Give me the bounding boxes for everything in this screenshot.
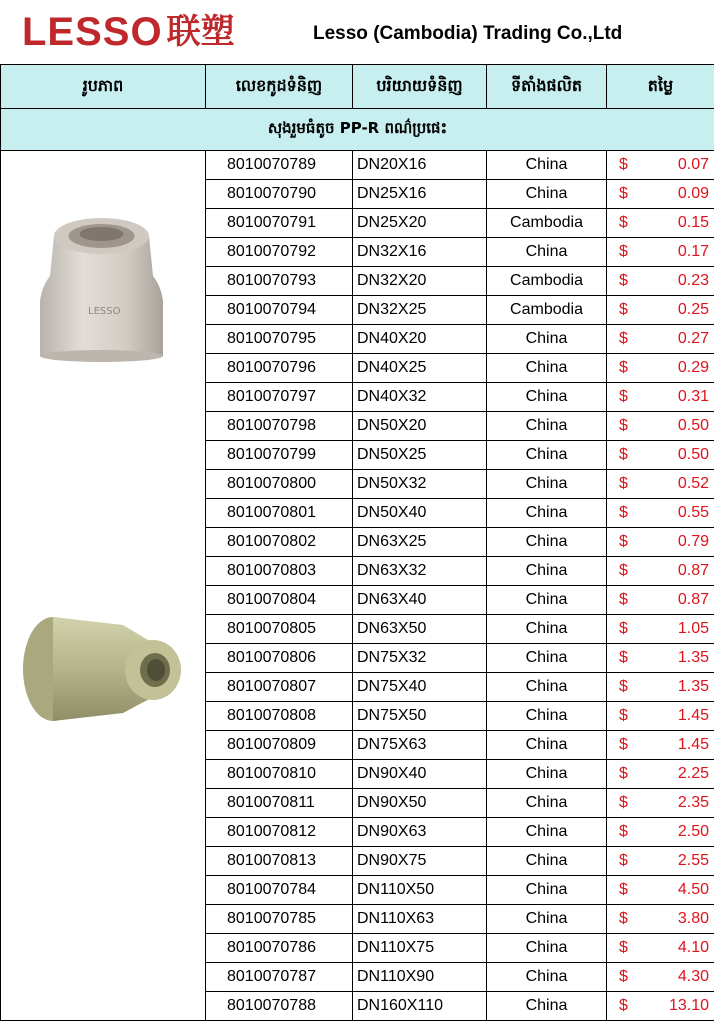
product-price [607,383,714,412]
price-value: 1.05 [677,620,709,637]
column-header-price: តម្លៃ [607,65,714,109]
product-description: DN75X50 [353,702,487,731]
product-code: 8010070806 [206,644,353,673]
currency-symbol: $ [619,359,628,376]
product-origin: China [487,499,607,528]
product-description: DN25X16 [353,180,487,209]
price-value: 0.50 [677,446,709,463]
product-price [607,557,714,586]
product-description: DN50X25 [353,441,487,470]
price-value: 2.55 [677,852,709,869]
price-value: 0.52 [677,475,709,492]
price-value: 13.10 [668,997,709,1014]
product-description: DN110X75 [353,934,487,963]
product-code: 8010070784 [206,876,353,905]
column-header-description: បរិយាយទំនិញ [353,65,487,109]
product-code: 8010070804 [206,586,353,615]
product-price [607,789,714,818]
currency-symbol: $ [619,707,628,724]
currency-symbol: $ [619,794,628,811]
product-origin: China [487,151,607,180]
product-code: 8010070785 [206,905,353,934]
product-price [607,325,714,354]
product-price [607,267,714,296]
currency-symbol: $ [619,910,628,927]
product-origin: China [487,876,607,905]
product-description: DN90X75 [353,847,487,876]
product-origin: China [487,180,607,209]
currency-symbol: $ [619,678,628,695]
product-price [607,731,714,760]
product-code: 8010070801 [206,499,353,528]
product-origin: China [487,934,607,963]
price-value: 0.31 [677,388,709,405]
product-price [607,876,714,905]
currency-symbol: $ [619,504,628,521]
product-code: 8010070786 [206,934,353,963]
product-origin: China [487,412,607,441]
product-code: 8010070797 [206,383,353,412]
price-value: 1.45 [677,707,709,724]
product-code: 8010070807 [206,673,353,702]
reducer-coupling-icon [30,206,173,362]
product-origin: China [487,789,607,818]
currency-symbol: $ [619,881,628,898]
product-description: DN40X20 [353,325,487,354]
product-description: DN90X40 [353,760,487,789]
price-value: 0.55 [677,504,709,521]
product-code: 8010070795 [206,325,353,354]
product-code: 8010070810 [206,760,353,789]
product-code: 8010070788 [206,992,353,1021]
product-code: 8010070794 [206,296,353,325]
price-value: 0.17 [677,243,709,260]
price-value: 0.23 [677,272,709,289]
reducer-coupling-icon [13,603,190,729]
currency-symbol: $ [619,968,628,985]
price-value: 0.87 [677,591,709,608]
price-value: 2.25 [677,765,709,782]
product-price [607,180,714,209]
product-description: DN90X63 [353,818,487,847]
product-origin: China [487,325,607,354]
product-origin: China [487,615,607,644]
product-origin: China [487,905,607,934]
currency-symbol: $ [619,301,628,318]
table-row [1,151,714,180]
product-origin: China [487,731,607,760]
currency-symbol: $ [619,649,628,666]
price-value: 0.50 [677,417,709,434]
column-header-code: លេខកូដទំនិញ [206,65,353,109]
product-description: DN63X32 [353,557,487,586]
company-name: Lesso (Cambodia) Trading Co.,Ltd [313,23,623,44]
product-image-cell [1,151,206,1021]
product-description: DN75X32 [353,644,487,673]
page-header [0,0,714,64]
product-description: DN32X25 [353,296,487,325]
section-title: សុងរួមធំតូច PP-R ពណ៌ប្រផេះ [1,109,714,151]
product-origin: China [487,847,607,876]
product-description: DN110X90 [353,963,487,992]
currency-symbol: $ [619,852,628,869]
product-origin: Cambodia [487,209,607,238]
product-description: DN63X25 [353,528,487,557]
product-code: 8010070812 [206,818,353,847]
price-value: 0.27 [677,330,709,347]
product-code: 8010070792 [206,238,353,267]
price-value: 4.30 [677,968,709,985]
product-price [607,818,714,847]
price-value: 3.80 [677,910,709,927]
price-value: 0.07 [677,156,709,173]
product-price [607,528,714,557]
product-price [607,702,714,731]
product-code: 8010070790 [206,180,353,209]
currency-symbol: $ [619,475,628,492]
product-price [607,238,714,267]
price-value: 0.15 [677,214,709,231]
product-description: DN110X63 [353,905,487,934]
currency-symbol: $ [619,997,628,1014]
column-header-row [1,65,714,109]
product-origin: China [487,586,607,615]
product-code: 8010070799 [206,441,353,470]
product-code: 8010070811 [206,789,353,818]
product-code: 8010070809 [206,731,353,760]
product-photo-light-reducer [30,206,173,362]
currency-symbol: $ [619,417,628,434]
product-price [607,992,714,1021]
currency-symbol: $ [619,185,628,202]
price-value: 2.35 [677,794,709,811]
product-price [607,151,714,180]
svg-text:LESSO: LESSO [88,306,121,317]
product-price [607,644,714,673]
product-price [607,354,714,383]
column-header-origin: ទីតាំងផលិត [487,65,607,109]
currency-symbol: $ [619,765,628,782]
product-origin: China [487,818,607,847]
product-price [607,615,714,644]
product-code: 8010070793 [206,267,353,296]
section-title-row [1,109,714,151]
price-value: 0.29 [677,359,709,376]
product-description: DN110X50 [353,876,487,905]
currency-symbol: $ [619,591,628,608]
currency-symbol: $ [619,823,628,840]
currency-symbol: $ [619,562,628,579]
product-origin: China [487,528,607,557]
product-origin: China [487,383,607,412]
price-value: 4.10 [677,939,709,956]
product-code: 8010070787 [206,963,353,992]
currency-symbol: $ [619,533,628,550]
currency-symbol: $ [619,243,628,260]
product-description: DN75X63 [353,731,487,760]
logo-latin-text: LESSO [22,10,163,54]
product-price [607,847,714,876]
product-origin: China [487,238,607,267]
product-origin: China [487,470,607,499]
product-description: DN40X25 [353,354,487,383]
product-origin: China [487,702,607,731]
product-code: 8010070808 [206,702,353,731]
product-code: 8010070791 [206,209,353,238]
product-code: 8010070803 [206,557,353,586]
product-code: 8010070813 [206,847,353,876]
price-value: 0.25 [677,301,709,318]
product-price [607,934,714,963]
product-description: DN75X40 [353,673,487,702]
product-price [607,673,714,702]
price-value: 0.79 [677,533,709,550]
product-price [607,441,714,470]
currency-symbol: $ [619,156,628,173]
product-description: DN32X20 [353,267,487,296]
currency-symbol: $ [619,330,628,347]
currency-symbol: $ [619,939,628,956]
product-description: DN63X50 [353,615,487,644]
product-price [607,586,714,615]
product-photo-grey-reducer [13,603,190,729]
price-value: 4.50 [677,881,709,898]
price-value: 1.35 [677,678,709,695]
product-description: DN90X50 [353,789,487,818]
product-code: 8010070802 [206,528,353,557]
product-origin: China [487,644,607,673]
product-description: DN20X16 [353,151,487,180]
price-value: 1.35 [677,649,709,666]
price-value: 0.09 [677,185,709,202]
product-price [607,760,714,789]
product-code: 8010070798 [206,412,353,441]
product-origin: China [487,557,607,586]
product-description: DN50X20 [353,412,487,441]
product-price [607,412,714,441]
product-code: 8010070800 [206,470,353,499]
currency-symbol: $ [619,388,628,405]
product-origin: China [487,354,607,383]
product-price [607,470,714,499]
product-description: DN50X40 [353,499,487,528]
product-price [607,296,714,325]
product-description: DN50X32 [353,470,487,499]
currency-symbol: $ [619,446,628,463]
column-header-image: រូបភាព [1,65,206,109]
product-price [607,209,714,238]
product-origin: Cambodia [487,296,607,325]
product-origin: Cambodia [487,267,607,296]
product-origin: China [487,441,607,470]
product-price [607,499,714,528]
product-code: 8010070796 [206,354,353,383]
price-value: 0.87 [677,562,709,579]
product-origin: China [487,760,607,789]
lesso-logo [22,10,235,54]
currency-symbol: $ [619,214,628,231]
product-description: DN40X32 [353,383,487,412]
logo-chinese-text: 联塑 [166,12,235,52]
product-price [607,905,714,934]
product-description: DN160X110 [353,992,487,1021]
product-description: DN63X40 [353,586,487,615]
product-origin: China [487,673,607,702]
price-list-table [0,64,714,1021]
currency-symbol: $ [619,620,628,637]
product-description: DN25X20 [353,209,487,238]
price-value: 1.45 [677,736,709,753]
price-value: 2.50 [677,823,709,840]
currency-symbol: $ [619,736,628,753]
product-description: DN32X16 [353,238,487,267]
product-code: 8010070789 [206,151,353,180]
product-origin: China [487,992,607,1021]
product-price [607,963,714,992]
product-code: 8010070805 [206,615,353,644]
product-origin: China [487,963,607,992]
currency-symbol: $ [619,272,628,289]
